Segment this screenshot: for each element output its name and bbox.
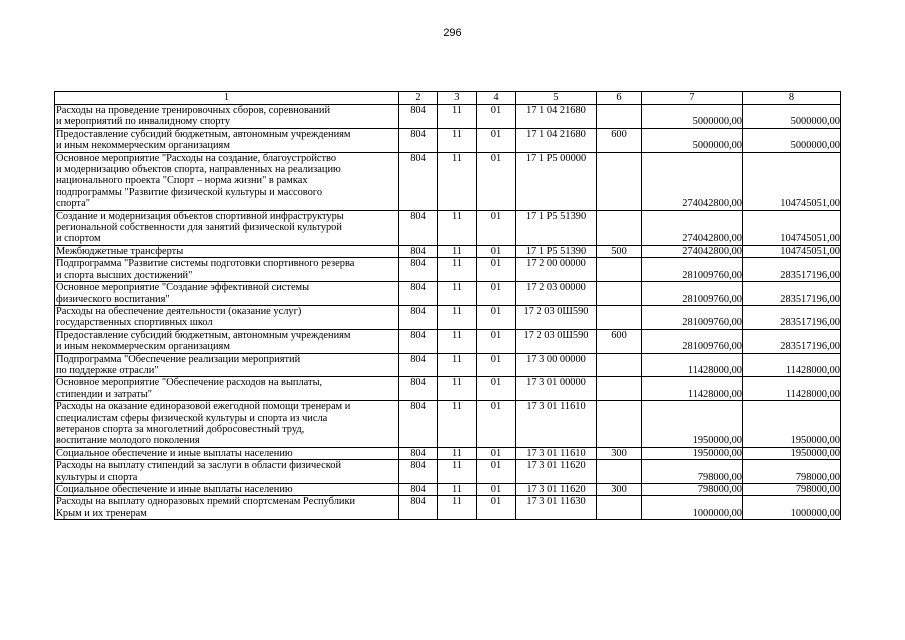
amount-year1-cell: 281009760,00 xyxy=(642,329,743,353)
subsection-code-cell: 01 xyxy=(477,401,516,448)
table-header-row xyxy=(55,92,841,105)
row-description xyxy=(55,282,399,306)
row-description xyxy=(55,210,399,245)
description-line: Крым и их тренерам xyxy=(56,507,147,519)
amount-year2-cell: 283517196,00 xyxy=(743,258,841,282)
target-article-cell: 17 1 04 21680 xyxy=(516,128,597,152)
description-line: специалистам сферы физической культуры и спорта из числа xyxy=(56,412,328,424)
section-code-cell: 11 xyxy=(438,329,477,353)
section-code-cell: 11 xyxy=(438,128,477,152)
description-line: по поддержке отрасли" xyxy=(56,364,159,376)
section-code-cell: 11 xyxy=(438,152,477,210)
description-line: Предоставление субсидий бюджетным, автономным учреждениям xyxy=(56,128,351,140)
department-code-cell: 804 xyxy=(399,210,438,245)
column-header: 3 xyxy=(438,92,477,105)
description-line: и спорта высших достижений" xyxy=(56,269,193,281)
department-code-cell: 804 xyxy=(399,128,438,152)
description-line: воспитание молодого поколения xyxy=(56,435,200,447)
description-line: спорта" xyxy=(56,198,90,210)
department-code-cell: 804 xyxy=(399,152,438,210)
target-article-cell: 17 1 04 21680 xyxy=(516,105,597,129)
description-line: подпрограммы "Развитие физической культуры и массового xyxy=(56,186,323,198)
table-row xyxy=(55,210,841,245)
department-code-cell: 804 xyxy=(399,282,438,306)
amount-year1-cell: 274042800,00 xyxy=(642,210,743,245)
amount-year1-cell: 5000000,00 xyxy=(642,128,743,152)
department-code-cell: 804 xyxy=(399,377,438,401)
table-row xyxy=(55,329,841,353)
subsection-code-cell: 01 xyxy=(477,329,516,353)
department-code-cell: 804 xyxy=(399,258,438,282)
expense-type-cell: 300 xyxy=(597,447,642,459)
column-header: 2 xyxy=(399,92,438,105)
table-row xyxy=(55,305,841,329)
target-article-cell: 17 2 03 00000 xyxy=(516,282,597,306)
description-line: и спортом xyxy=(56,233,101,245)
column-header: 7 xyxy=(642,92,743,105)
amount-year2-cell: 283517196,00 xyxy=(743,329,841,353)
column-header: 5 xyxy=(516,92,597,105)
table-row xyxy=(55,460,841,484)
department-code-cell: 804 xyxy=(399,245,438,257)
target-article-cell: 17 3 01 11630 xyxy=(516,496,597,520)
description-line: Расходы на проведение тренировочных сборов, соревнований xyxy=(56,105,331,116)
amount-year2-cell: 11428000,00 xyxy=(743,353,841,377)
row-description xyxy=(55,305,399,329)
target-article-cell: 17 3 01 11610 xyxy=(516,401,597,448)
expense-type-cell xyxy=(597,353,642,377)
section-code-cell: 11 xyxy=(438,105,477,129)
column-header: 4 xyxy=(477,92,516,105)
department-code-cell: 804 xyxy=(399,353,438,377)
description-line: государственных спортивных школ xyxy=(56,317,213,329)
expense-type-cell xyxy=(597,105,642,129)
subsection-code-cell: 01 xyxy=(477,353,516,377)
description-line: Социальное обеспечение и иные выплаты населению xyxy=(56,447,293,459)
amount-year2-cell: 1000000,00 xyxy=(743,496,841,520)
subsection-code-cell: 01 xyxy=(477,245,516,257)
amount-year1-cell: 11428000,00 xyxy=(642,353,743,377)
budget-table xyxy=(54,91,841,520)
target-article-cell: 17 2 03 0Ш590 xyxy=(516,305,597,329)
amount-year1-cell: 274042800,00 xyxy=(642,245,743,257)
amount-year2-cell: 104745051,00 xyxy=(743,210,841,245)
target-article-cell: 17 3 00 00000 xyxy=(516,353,597,377)
amount-year1-cell: 1950000,00 xyxy=(642,447,743,459)
amount-year1-cell: 11428000,00 xyxy=(642,377,743,401)
expense-type-cell: 600 xyxy=(597,329,642,353)
amount-year2-cell: 104745051,00 xyxy=(743,245,841,257)
amount-year2-cell: 283517196,00 xyxy=(743,305,841,329)
section-code-cell: 11 xyxy=(438,401,477,448)
subsection-code-cell: 01 xyxy=(477,305,516,329)
description-line: и мероприятий по инвалидному спорту xyxy=(56,116,231,128)
row-description xyxy=(55,258,399,282)
description-line: и иным некоммерческим организациям xyxy=(56,140,230,152)
subsection-code-cell: 01 xyxy=(477,152,516,210)
department-code-cell: 804 xyxy=(399,305,438,329)
department-code-cell: 804 xyxy=(399,484,438,496)
row-description xyxy=(55,496,399,520)
description-line: Подпрограмма "Развитие системы подготовки спортивного резерва xyxy=(56,258,355,270)
description-line: национального проекта "Спорт – норма жизни" в рамках xyxy=(56,175,308,187)
department-code-cell: 804 xyxy=(399,447,438,459)
row-description xyxy=(55,128,399,152)
subsection-code-cell: 01 xyxy=(477,447,516,459)
target-article-cell: 17 3 01 11620 xyxy=(516,460,597,484)
description-line: Межбюджетные трансферты xyxy=(56,245,184,257)
expense-type-cell: 500 xyxy=(597,245,642,257)
amount-year2-cell: 11428000,00 xyxy=(743,377,841,401)
section-code-cell: 11 xyxy=(438,210,477,245)
description-line: и модернизацию объектов спорта, направленных на реализацию xyxy=(56,164,341,176)
expense-type-cell: 300 xyxy=(597,484,642,496)
table-row xyxy=(55,484,841,496)
amount-year1-cell: 1950000,00 xyxy=(642,401,743,448)
target-article-cell: 17 3 01 11610 xyxy=(516,447,597,459)
table-row xyxy=(55,377,841,401)
expense-type-cell xyxy=(597,282,642,306)
subsection-code-cell: 01 xyxy=(477,128,516,152)
section-code-cell: 11 xyxy=(438,245,477,257)
table-row xyxy=(55,105,841,129)
subsection-code-cell: 01 xyxy=(477,258,516,282)
row-description xyxy=(55,353,399,377)
description-line: региональной собственности для занятий физической культурой xyxy=(56,222,342,234)
subsection-code-cell: 01 xyxy=(477,105,516,129)
subsection-code-cell: 01 xyxy=(477,484,516,496)
description-line: Создание и модернизация объектов спортивной инфраструктуры xyxy=(56,210,344,222)
amount-year2-cell: 1950000,00 xyxy=(743,447,841,459)
row-description xyxy=(55,329,399,353)
description-line: Основное мероприятие "Обеспечение расходов на выплаты, xyxy=(56,377,323,389)
section-code-cell: 11 xyxy=(438,258,477,282)
amount-year1-cell: 5000000,00 xyxy=(642,105,743,129)
target-article-cell: 17 2 00 00000 xyxy=(516,258,597,282)
description-line: и иным некоммерческим организациям xyxy=(56,341,230,353)
description-line: Расходы на оказание единоразовой ежегодной помощи тренерам и xyxy=(56,401,351,413)
expense-type-cell xyxy=(597,401,642,448)
section-code-cell: 11 xyxy=(438,460,477,484)
column-header: 8 xyxy=(743,92,841,105)
amount-year1-cell: 798000,00 xyxy=(642,484,743,496)
table-row xyxy=(55,447,841,459)
table-row xyxy=(55,152,841,210)
description-line: Социальное обеспечение и иные выплаты населению xyxy=(56,484,293,495)
department-code-cell: 804 xyxy=(399,105,438,129)
amount-year2-cell: 1950000,00 xyxy=(743,401,841,448)
table-row xyxy=(55,282,841,306)
subsection-code-cell: 01 xyxy=(477,496,516,520)
description-line: Подпрограмма "Обеспечение реализации мероприятий xyxy=(56,353,301,365)
subsection-code-cell: 01 xyxy=(477,210,516,245)
amount-year1-cell: 281009760,00 xyxy=(642,305,743,329)
row-description xyxy=(55,401,399,448)
row-description xyxy=(55,460,399,484)
amount-year2-cell: 5000000,00 xyxy=(743,128,841,152)
row-description xyxy=(55,447,399,459)
table-row xyxy=(55,128,841,152)
row-description xyxy=(55,484,399,496)
amount-year2-cell: 104745051,00 xyxy=(743,152,841,210)
amount-year1-cell: 281009760,00 xyxy=(642,258,743,282)
amount-year2-cell: 5000000,00 xyxy=(743,105,841,129)
description-line: стипендии и затраты" xyxy=(56,388,153,400)
description-line: Предоставление субсидий бюджетным, автономным учреждениям xyxy=(56,329,351,341)
column-header: 6 xyxy=(597,92,642,105)
description-line: Расходы на выплату стипендий за заслуги в области физической xyxy=(56,460,342,472)
description-line: физического воспитания" xyxy=(56,293,170,305)
page-number: 296 xyxy=(443,27,462,39)
row-description xyxy=(55,105,399,129)
row-description xyxy=(55,152,399,210)
description-line: Расходы на обеспечение деятельности (оказание услуг) xyxy=(56,305,302,317)
table-body xyxy=(55,92,841,520)
subsection-code-cell: 01 xyxy=(477,377,516,401)
amount-year1-cell: 274042800,00 xyxy=(642,152,743,210)
section-code-cell: 11 xyxy=(438,496,477,520)
department-code-cell: 804 xyxy=(399,496,438,520)
amount-year2-cell: 798000,00 xyxy=(743,460,841,484)
target-article-cell: 17 3 01 00000 xyxy=(516,377,597,401)
section-code-cell: 11 xyxy=(438,484,477,496)
expense-type-cell xyxy=(597,377,642,401)
section-code-cell: 11 xyxy=(438,353,477,377)
target-article-cell: 17 1 P5 51390 xyxy=(516,245,597,257)
table-row xyxy=(55,401,841,448)
description-line: Расходы на выплату одноразовых премий спортсменам Республики xyxy=(56,496,356,508)
row-description xyxy=(55,245,399,257)
subsection-code-cell: 01 xyxy=(477,460,516,484)
table-row xyxy=(55,258,841,282)
subsection-code-cell: 01 xyxy=(477,282,516,306)
expense-type-cell xyxy=(597,152,642,210)
table-row xyxy=(55,353,841,377)
table-row xyxy=(55,245,841,257)
description-line: Основное мероприятие "Создание эффективной системы xyxy=(56,282,310,294)
department-code-cell: 804 xyxy=(399,401,438,448)
amount-year2-cell: 283517196,00 xyxy=(743,282,841,306)
table-row xyxy=(55,496,841,520)
section-code-cell: 11 xyxy=(438,282,477,306)
expense-type-cell xyxy=(597,460,642,484)
expense-type-cell xyxy=(597,258,642,282)
department-code-cell: 804 xyxy=(399,460,438,484)
amount-year1-cell: 281009760,00 xyxy=(642,282,743,306)
section-code-cell: 11 xyxy=(438,377,477,401)
section-code-cell: 11 xyxy=(438,305,477,329)
section-code-cell: 11 xyxy=(438,447,477,459)
expense-type-cell xyxy=(597,210,642,245)
expense-type-cell xyxy=(597,496,642,520)
column-header: 1 xyxy=(55,92,399,105)
amount-year1-cell: 1000000,00 xyxy=(642,496,743,520)
expense-type-cell xyxy=(597,305,642,329)
expense-type-cell: 600 xyxy=(597,128,642,152)
amount-year1-cell: 798000,00 xyxy=(642,460,743,484)
description-line: ветеранов спорта за многолетний добросовестный труд, xyxy=(56,423,305,435)
description-line: культуры и спорта xyxy=(56,471,138,483)
target-article-cell: 17 1 P5 51390 xyxy=(516,210,597,245)
description-line: Основное мероприятие "Расходы на создание, благоустройство xyxy=(56,152,337,164)
department-code-cell: 804 xyxy=(399,329,438,353)
target-article-cell: 17 1 P5 00000 xyxy=(516,152,597,210)
row-description xyxy=(55,377,399,401)
target-article-cell: 17 2 03 0Ш590 xyxy=(516,329,597,353)
target-article-cell: 17 3 01 11620 xyxy=(516,484,597,496)
amount-year2-cell: 798000,00 xyxy=(743,484,841,496)
